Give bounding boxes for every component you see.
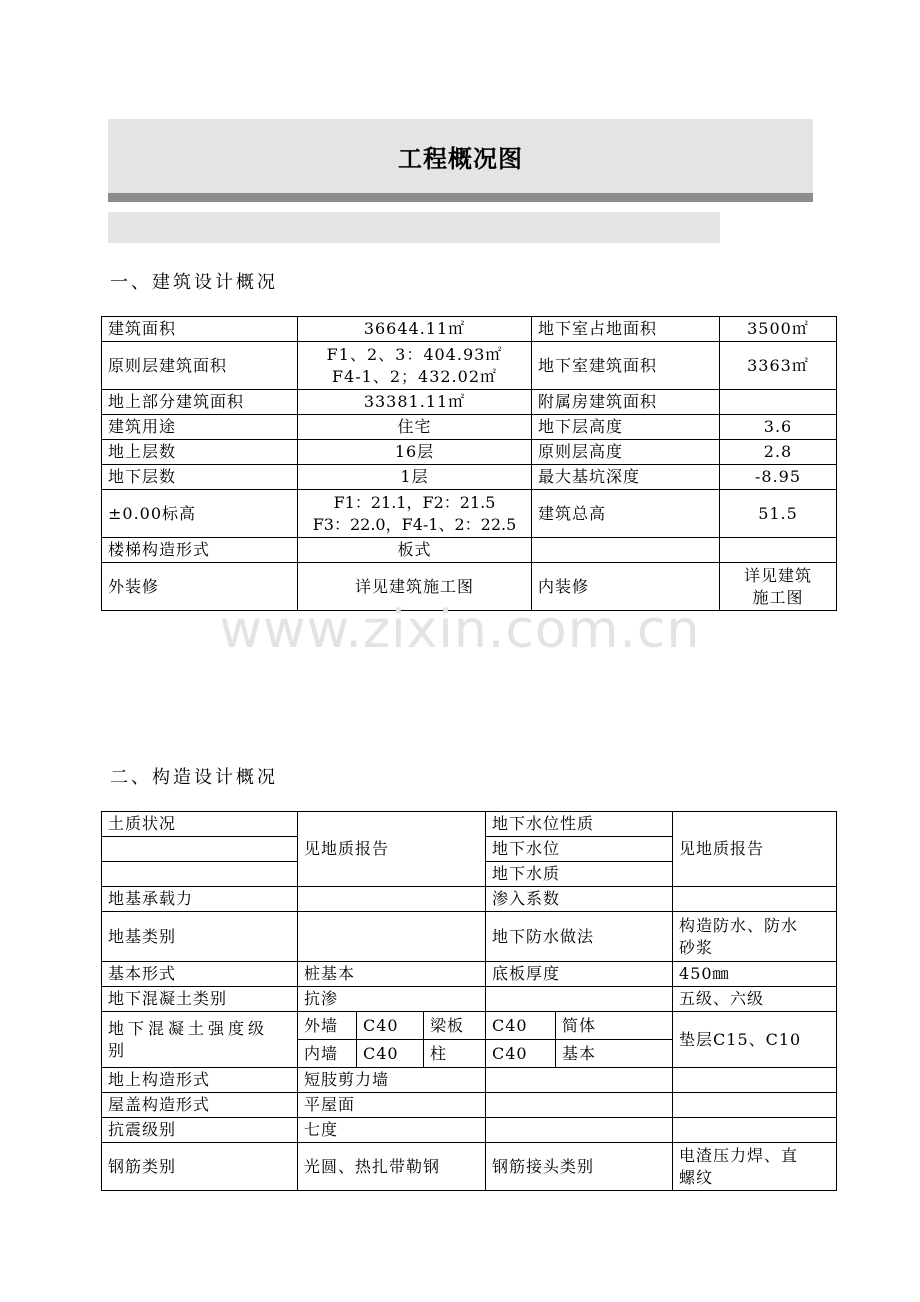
cell-line: 砂浆 bbox=[679, 937, 714, 957]
table-cell bbox=[720, 538, 837, 563]
table-cell: 屋盖构造形式 bbox=[102, 1093, 298, 1118]
section1-heading: 一、建筑设计概况 bbox=[110, 272, 278, 293]
table-cell bbox=[486, 1118, 673, 1143]
table-cell: 梁板 bbox=[424, 1012, 486, 1040]
cell-line: F1、2、3：404.93㎡ bbox=[326, 344, 503, 364]
table-cell: 地上部分建筑面积 bbox=[102, 390, 298, 415]
table-cell: 地上层数 bbox=[102, 440, 298, 465]
cell-line: 螺纹 bbox=[679, 1167, 714, 1187]
table-cell: 详见建筑施工图 bbox=[298, 563, 532, 611]
table-cell: 基本形式 bbox=[102, 962, 298, 987]
table-cell bbox=[673, 1118, 837, 1143]
table-cell bbox=[532, 538, 720, 563]
cell-line: 构造防水、防水 bbox=[679, 915, 799, 935]
table-cell bbox=[486, 987, 673, 1012]
table-cell: 地下室占地面积 bbox=[532, 317, 720, 342]
table-cell: 见地质报告 bbox=[298, 812, 486, 887]
table-row bbox=[102, 317, 837, 342]
table-cell: 地下水质 bbox=[486, 862, 673, 887]
table-cell: 1层 bbox=[298, 465, 532, 490]
table-cell: C40 bbox=[486, 1040, 556, 1068]
table-cell: 平屋面 bbox=[298, 1093, 486, 1118]
table-row bbox=[102, 1068, 837, 1093]
section2-heading: 二、构造设计概况 bbox=[110, 767, 278, 788]
table-cell bbox=[298, 490, 532, 538]
table-row bbox=[102, 415, 837, 440]
table-cell: 五级、六级 bbox=[673, 987, 837, 1012]
table-cell: 16层 bbox=[298, 440, 532, 465]
table-cell: -8.95 bbox=[720, 465, 837, 490]
table-cell: 抗震级别 bbox=[102, 1118, 298, 1143]
table-cell: C40 bbox=[357, 1012, 424, 1040]
table-row bbox=[102, 342, 837, 390]
table-cell: 桩基本 bbox=[298, 962, 486, 987]
table-cell: 地下室建筑面积 bbox=[532, 342, 720, 390]
title-band bbox=[108, 119, 813, 193]
cell-line: 别 bbox=[108, 1040, 129, 1060]
table-cell bbox=[298, 887, 486, 912]
table-cell: 地基承载力 bbox=[102, 887, 298, 912]
table-cell: ±0.00标高 bbox=[102, 490, 298, 538]
table-cell: 短肢剪力墙 bbox=[298, 1068, 486, 1093]
title-divider bbox=[108, 193, 813, 202]
table-row bbox=[102, 812, 837, 837]
cell-line: 地下混凝土强度级 bbox=[108, 1018, 269, 1038]
table-cell: 原则层高度 bbox=[532, 440, 720, 465]
table-row bbox=[102, 987, 837, 1012]
table-row bbox=[102, 887, 837, 912]
table-row bbox=[102, 1143, 837, 1191]
table-cell: 住宅 bbox=[298, 415, 532, 440]
table-row bbox=[102, 962, 837, 987]
table-cell: 建筑用途 bbox=[102, 415, 298, 440]
table-cell: 建筑面积 bbox=[102, 317, 298, 342]
table-cell: 外墙 bbox=[298, 1012, 357, 1040]
table-cell: 基本 bbox=[556, 1040, 673, 1068]
table-cell: 51.5 bbox=[720, 490, 837, 538]
structure-table bbox=[101, 811, 837, 1191]
cell-line: 详见建筑 bbox=[743, 565, 812, 585]
table-cell bbox=[673, 1068, 837, 1093]
table-cell: 3500㎡ bbox=[720, 317, 837, 342]
table-row bbox=[102, 490, 837, 538]
table-cell: 地上构造形式 bbox=[102, 1068, 298, 1093]
cell-line: F1：21.1，F2：21.5 bbox=[333, 492, 496, 512]
architecture-table bbox=[101, 316, 837, 611]
table-cell bbox=[298, 912, 486, 962]
table-cell: 外装修 bbox=[102, 563, 298, 611]
table-cell bbox=[673, 1143, 837, 1191]
table-cell: 内墙 bbox=[298, 1040, 357, 1068]
table-cell: 抗渗 bbox=[298, 987, 486, 1012]
table-cell: 内装修 bbox=[532, 563, 720, 611]
table-cell: 地下水位 bbox=[486, 837, 673, 862]
table-cell: 地下水位性质 bbox=[486, 812, 673, 837]
table-cell: 柱 bbox=[424, 1040, 486, 1068]
table-cell bbox=[102, 862, 298, 887]
table-row bbox=[102, 440, 837, 465]
table-cell: 钢筋类别 bbox=[102, 1143, 298, 1191]
table-cell: 3363㎡ bbox=[720, 342, 837, 390]
table-cell: 垫层C15、C10 bbox=[673, 1012, 837, 1068]
table-cell bbox=[720, 390, 837, 415]
table-cell bbox=[102, 1012, 298, 1068]
table-row bbox=[102, 1012, 837, 1040]
table-row bbox=[102, 390, 837, 415]
table-cell: 建筑总高 bbox=[532, 490, 720, 538]
table-cell bbox=[486, 1068, 673, 1093]
table-cell: C40 bbox=[357, 1040, 424, 1068]
table-cell: 简体 bbox=[556, 1012, 673, 1040]
table-cell: 地下防水做法 bbox=[486, 912, 673, 962]
table-cell: 见地质报告 bbox=[673, 812, 837, 887]
table-cell: 2.8 bbox=[720, 440, 837, 465]
table-cell: 光圆、热扎带勒钢 bbox=[298, 1143, 486, 1191]
table-row bbox=[102, 1093, 837, 1118]
subtitle-band bbox=[108, 212, 720, 243]
table-cell: 土质状况 bbox=[102, 812, 298, 837]
table-cell: 地下混凝土类别 bbox=[102, 987, 298, 1012]
watermark: www.zixin.com.cn bbox=[219, 600, 701, 660]
table-row bbox=[102, 1118, 837, 1143]
table-row bbox=[102, 912, 837, 962]
table-cell: 底板厚度 bbox=[486, 962, 673, 987]
table-cell: 板式 bbox=[298, 538, 532, 563]
table-cell: 450㎜ bbox=[673, 962, 837, 987]
table-cell: 楼梯构造形式 bbox=[102, 538, 298, 563]
table-cell: 最大基坑深度 bbox=[532, 465, 720, 490]
table-cell: 36644.11㎡ bbox=[298, 317, 532, 342]
cell-line: 电渣压力焊、直 bbox=[679, 1145, 799, 1165]
table-row bbox=[102, 538, 837, 563]
table-cell: 渗入系数 bbox=[486, 887, 673, 912]
table-cell: 地基类别 bbox=[102, 912, 298, 962]
table-cell: 钢筋接头类别 bbox=[486, 1143, 673, 1191]
table-cell bbox=[673, 1093, 837, 1118]
table-cell bbox=[102, 837, 298, 862]
table-row bbox=[102, 465, 837, 490]
cell-line: 施工图 bbox=[752, 587, 804, 607]
table-cell: 33381.11㎡ bbox=[298, 390, 532, 415]
table-cell: 地下层高度 bbox=[532, 415, 720, 440]
table-cell bbox=[673, 912, 837, 962]
table-cell: 3.6 bbox=[720, 415, 837, 440]
cell-line: F4-1、2；432.02㎡ bbox=[331, 366, 498, 386]
table-cell bbox=[298, 342, 532, 390]
table-cell bbox=[486, 1093, 673, 1118]
cell-line: F3：22.0，F4-1、2：22.5 bbox=[312, 514, 517, 534]
table-cell: 七度 bbox=[298, 1118, 486, 1143]
table-cell: 地下层数 bbox=[102, 465, 298, 490]
table-cell: 附属房建筑面积 bbox=[532, 390, 720, 415]
page-title: 工程概况图 bbox=[398, 144, 523, 173]
table-cell: 原则层建筑面积 bbox=[102, 342, 298, 390]
table-cell: C40 bbox=[486, 1012, 556, 1040]
table-cell bbox=[673, 887, 837, 912]
